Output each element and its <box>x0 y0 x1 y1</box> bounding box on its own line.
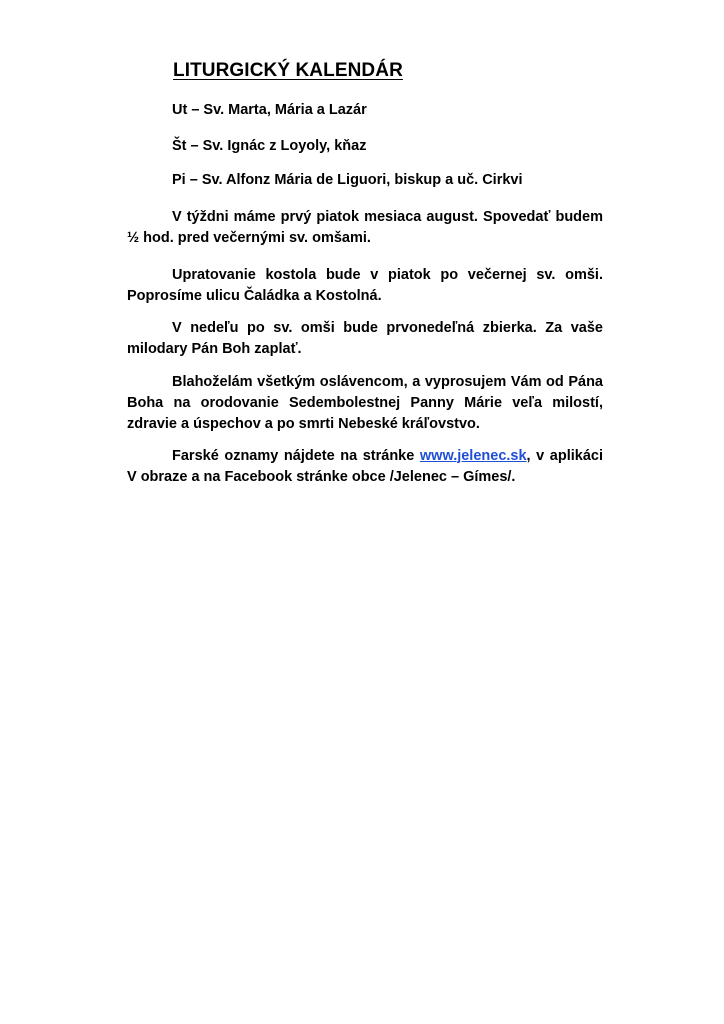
website-link[interactable]: www.jelenec.sk <box>419 447 527 464</box>
where-to-find-text-end: , v aplikáci V obraze a na Facebook stránke obce /Jelenec – Gímes/. <box>127 447 603 485</box>
calendar-item-thursday: Št – Sv. Ignác z Loyoly, kňaz <box>172 138 367 154</box>
announcement-first-friday: V týždni máme prvý piatok mesiaca august. Spovedať budem ½ hod. pred večernými sv. omšami. <box>127 208 603 246</box>
announcement-congratulations: Blahoželám všetkým oslávencom, a vyprosujem Vám od Pána Boha na orodovanie Sedembolestnej Panny Márie veľa milostí, zdravie a úspechov a po smrti Nebeské kráľovstvo. <box>127 373 603 432</box>
announcement-collection: V nedeľu po sv. omši bude prvonedeľná zbierka. Za vaše milodary Pán Boh zaplať. <box>127 319 603 357</box>
calendar-item-tuesday: Ut – Sv. Marta, Mária a Lazár <box>172 102 367 118</box>
announcement-church-cleaning: Upratovanie kostola bude v piatok po večernej sv. omši. Poprosíme ulicu Čaládka a Kostolná. <box>127 266 603 304</box>
announcement-where-to-find <box>127 446 603 488</box>
page-title: LITURGICKÝ KALENDÁR <box>173 60 403 81</box>
where-to-find-text-start: Farské oznamy nájdete na stránke <box>172 447 420 464</box>
calendar-item-friday: Pi – Sv. Alfonz Mária de Liguori, biskup a uč. Cirkvi <box>172 172 523 188</box>
